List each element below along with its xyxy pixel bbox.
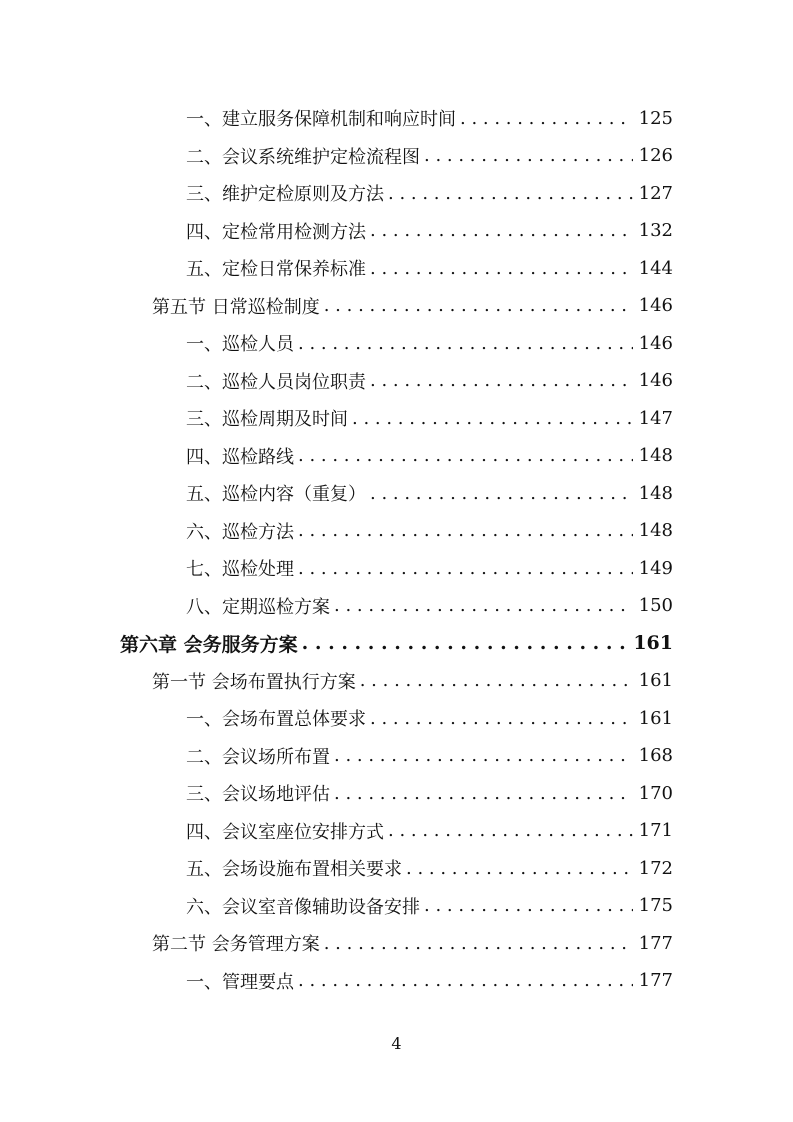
toc-entry[interactable] <box>186 814 673 848</box>
toc-leader-dots <box>370 483 633 504</box>
toc-chapter-entry[interactable] <box>120 626 673 660</box>
toc-entry-page: 126 <box>638 145 673 166</box>
toc-entry-title: 五、会场设施布置相关要求 <box>186 859 402 880</box>
toc-leader-dots <box>460 108 633 129</box>
toc-leader-dots <box>370 708 633 729</box>
toc-entry[interactable] <box>186 851 673 885</box>
toc-leader-dots <box>334 745 633 766</box>
toc-leader-dots <box>302 632 628 654</box>
toc-entry-title: 五、定检日常保养标准 <box>186 259 366 280</box>
toc-leader-dots <box>298 333 633 354</box>
toc-entry-title: 三、巡检周期及时间 <box>186 409 348 430</box>
toc-leader-dots <box>334 595 633 616</box>
toc-entry-title: 第二节 会务管理方案 <box>152 934 320 955</box>
toc-leader-dots <box>298 520 633 541</box>
toc-entry-page: 161 <box>638 707 673 729</box>
toc-entry-title: 五、巡检内容（重复） <box>186 484 366 505</box>
toc-entry-page: 148 <box>638 482 673 504</box>
toc-entry-page: 147 <box>638 407 673 429</box>
toc-entry-title: 三、会议场地评估 <box>186 784 330 805</box>
toc-entry-title: 八、定期巡检方案 <box>186 596 330 618</box>
toc-entry-title: 四、会议室座位安排方式 <box>186 821 384 843</box>
toc-entry-title: 六、会议室音像辅助设备安排 <box>186 896 420 918</box>
toc-entry-page: 146 <box>638 370 673 391</box>
toc-entry-title: 一、管理要点 <box>186 971 294 993</box>
toc-entry-page: 125 <box>638 107 673 129</box>
toc-entry-page: 171 <box>638 820 673 841</box>
toc-entry[interactable] <box>186 514 673 548</box>
toc-entry[interactable] <box>186 964 673 998</box>
toc-entry-title: 六、巡检方法 <box>186 521 294 543</box>
toc-entry-page: 149 <box>638 557 673 579</box>
toc-entry[interactable] <box>186 739 673 773</box>
toc-leader-dots <box>298 445 633 466</box>
toc-leader-dots <box>298 970 633 991</box>
toc-entry-title: 三、维护定检原则及方法 <box>186 184 384 205</box>
toc-section-entry[interactable] <box>152 664 673 698</box>
toc-entry-page: 146 <box>638 295 673 316</box>
toc-entry-page: 172 <box>638 857 673 879</box>
toc-leader-dots <box>370 258 633 279</box>
toc-entry-title: 四、定检常用检测方法 <box>186 221 366 243</box>
toc-section-entry[interactable] <box>152 926 673 960</box>
toc-entry-page: 168 <box>638 745 673 766</box>
toc-entry[interactable] <box>186 251 673 285</box>
toc-entry[interactable] <box>186 364 673 398</box>
toc-entry-title: 二、巡检人员岗位职责 <box>186 371 366 393</box>
toc-entry-page: 177 <box>638 970 673 991</box>
toc-entry-page: 148 <box>638 445 673 466</box>
toc-entry[interactable] <box>186 401 673 435</box>
toc-entry[interactable] <box>186 139 673 173</box>
toc-entry[interactable] <box>186 214 673 248</box>
toc-entry-page: 132 <box>638 220 673 241</box>
toc-entry-title: 七、巡检处理 <box>186 559 294 580</box>
toc-entry[interactable] <box>186 776 673 810</box>
toc-leader-dots <box>406 858 633 879</box>
toc-entry[interactable] <box>186 176 673 210</box>
toc-entry-title: 第五节 日常巡检制度 <box>152 296 320 318</box>
toc-entry-page: 146 <box>638 332 673 354</box>
toc-leader-dots <box>424 145 633 166</box>
toc-entry[interactable] <box>186 889 673 923</box>
toc-entry-title: 一、会场布置总体要求 <box>186 709 366 730</box>
toc-entry[interactable] <box>186 701 673 735</box>
toc-entry[interactable] <box>186 551 673 585</box>
toc-leader-dots <box>370 220 633 241</box>
toc-leader-dots <box>352 408 633 429</box>
toc-leader-dots <box>388 183 633 204</box>
toc-leader-dots <box>324 295 633 316</box>
toc-entry-title: 二、会议系统维护定检流程图 <box>186 146 420 168</box>
toc-entry-title: 一、巡检人员 <box>186 334 294 355</box>
toc-entry-page: 170 <box>638 782 673 804</box>
toc-entry-page: 161 <box>638 670 673 691</box>
toc-leader-dots <box>324 933 633 954</box>
toc-entry[interactable] <box>186 589 673 623</box>
toc-section-entry[interactable] <box>152 289 673 323</box>
toc-entry[interactable] <box>186 326 673 360</box>
toc-entry-title: 第六章 会务服务方案 <box>120 633 298 656</box>
toc-entry-page: 150 <box>638 595 673 616</box>
toc-entry-page: 177 <box>638 932 673 954</box>
toc-entry-title: 一、建立服务保障机制和响应时间 <box>186 109 456 130</box>
toc-entry-page: 175 <box>638 895 673 916</box>
toc-entry[interactable] <box>186 439 673 473</box>
toc-entry-title: 第一节 会场布置执行方案 <box>152 671 356 693</box>
toc-leader-dots <box>424 895 633 916</box>
toc-leader-dots <box>298 558 633 579</box>
toc-entry-title: 四、巡检路线 <box>186 446 294 468</box>
toc-entry[interactable] <box>186 476 673 510</box>
page-number: 4 <box>391 1034 402 1053</box>
toc-entry-page: 144 <box>638 257 673 279</box>
toc-leader-dots <box>370 370 633 391</box>
toc-entry-page: 148 <box>638 520 673 541</box>
toc-leader-dots <box>334 783 633 804</box>
toc-entry[interactable] <box>186 101 673 135</box>
toc-leader-dots <box>360 670 633 691</box>
toc-leader-dots <box>388 820 633 841</box>
toc-entry-title: 二、会议场所布置 <box>186 746 330 768</box>
toc-entry-page: 127 <box>638 182 673 204</box>
toc-entry-page: 161 <box>633 632 673 654</box>
